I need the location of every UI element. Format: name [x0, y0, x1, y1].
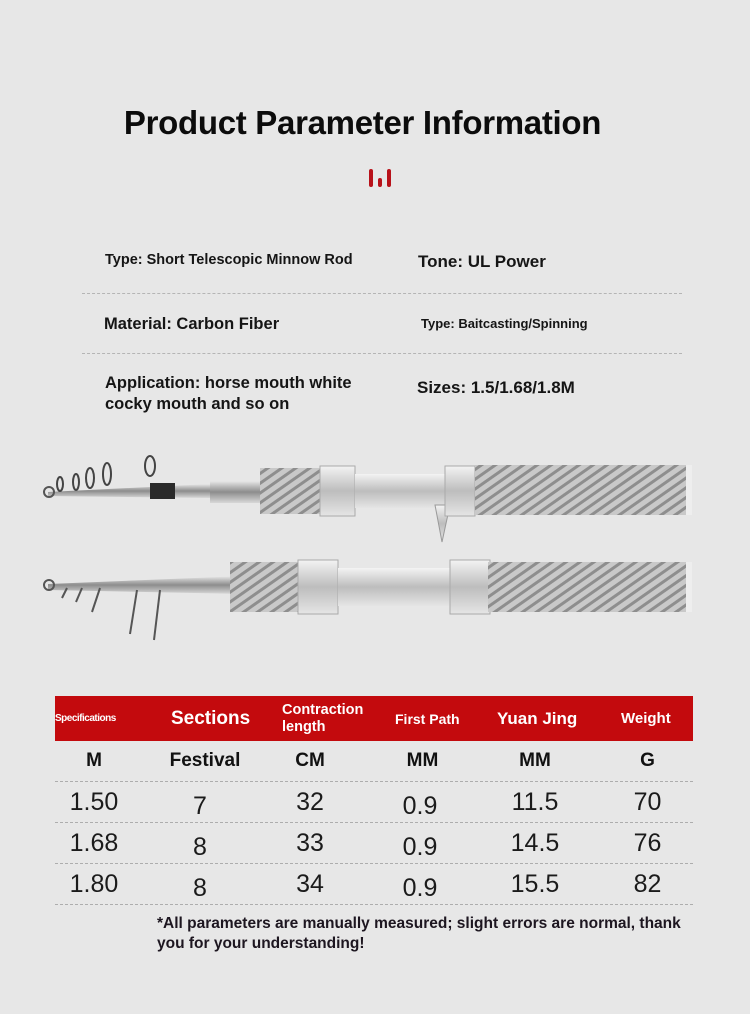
rod-images: [40, 450, 710, 660]
table-cell: 14.5: [510, 828, 560, 857]
info-tone: Tone: UL Power: [418, 252, 546, 271]
table-cell: 7: [193, 791, 207, 820]
th-specifications: Specifications: [55, 713, 116, 724]
th-first-path: First Path: [395, 710, 460, 727]
divider: [82, 293, 682, 294]
unit-cell: G: [640, 750, 655, 771]
table-cell: 33: [296, 828, 324, 857]
unit-cell: MM: [519, 750, 551, 771]
th-weight: Weight: [621, 710, 671, 727]
table-row: [55, 782, 693, 823]
info-sizes: Sizes: 1.5/1.68/1.8M: [417, 378, 575, 397]
table-cell: 8: [193, 832, 207, 861]
table-cell: 0.9: [402, 791, 438, 820]
table-cell: 0.9: [402, 873, 438, 902]
info-type: Type: Short Telescopic Minnow Rod: [105, 252, 353, 268]
table-row: [55, 823, 693, 864]
table-cell: 1.68: [69, 828, 119, 857]
table-cell: 32: [296, 787, 324, 816]
table-cell: 76: [633, 828, 662, 857]
unit-cell: CM: [295, 750, 325, 771]
info-rod-type: Type: Baitcasting/Spinning: [421, 316, 588, 331]
divider: [82, 353, 682, 354]
table-cell: 82: [633, 869, 662, 898]
table-cell: 11.5: [511, 787, 559, 816]
table-cell: 15.5: [510, 869, 560, 898]
info-material: Material: Carbon Fiber: [104, 315, 280, 333]
page-title: Product Parameter Information: [123, 104, 602, 141]
units-row: [55, 741, 693, 782]
info-application: Application: horse mouth white cocky mouth and so on: [105, 374, 352, 413]
table-cell: 1.50: [69, 787, 119, 816]
th-yuan-jing: Yuan Jing: [497, 708, 578, 728]
table-cell: 8: [193, 873, 207, 902]
unit-cell: Festival: [169, 750, 241, 771]
spinning-rod-image: [44, 560, 692, 640]
table-cell: 1.80: [69, 869, 119, 898]
table-cell: 34: [296, 869, 324, 898]
disclaimer-note: *All parameters are manually measured; slight errors are normal, thank you for your understanding!: [157, 915, 681, 952]
table-cell: 70: [633, 787, 662, 816]
bar-chart-icon: [369, 167, 393, 187]
table-row: [55, 864, 693, 905]
th-contraction-length: Contraction length: [282, 701, 364, 735]
table-header: [55, 696, 693, 741]
baitcasting-rod-image: [44, 456, 692, 542]
unit-cell: M: [86, 750, 102, 771]
unit-cell: MM: [406, 750, 439, 771]
spec-table: [55, 696, 693, 905]
table-cell: 0.9: [402, 832, 438, 861]
th-sections: Sections: [171, 707, 251, 729]
